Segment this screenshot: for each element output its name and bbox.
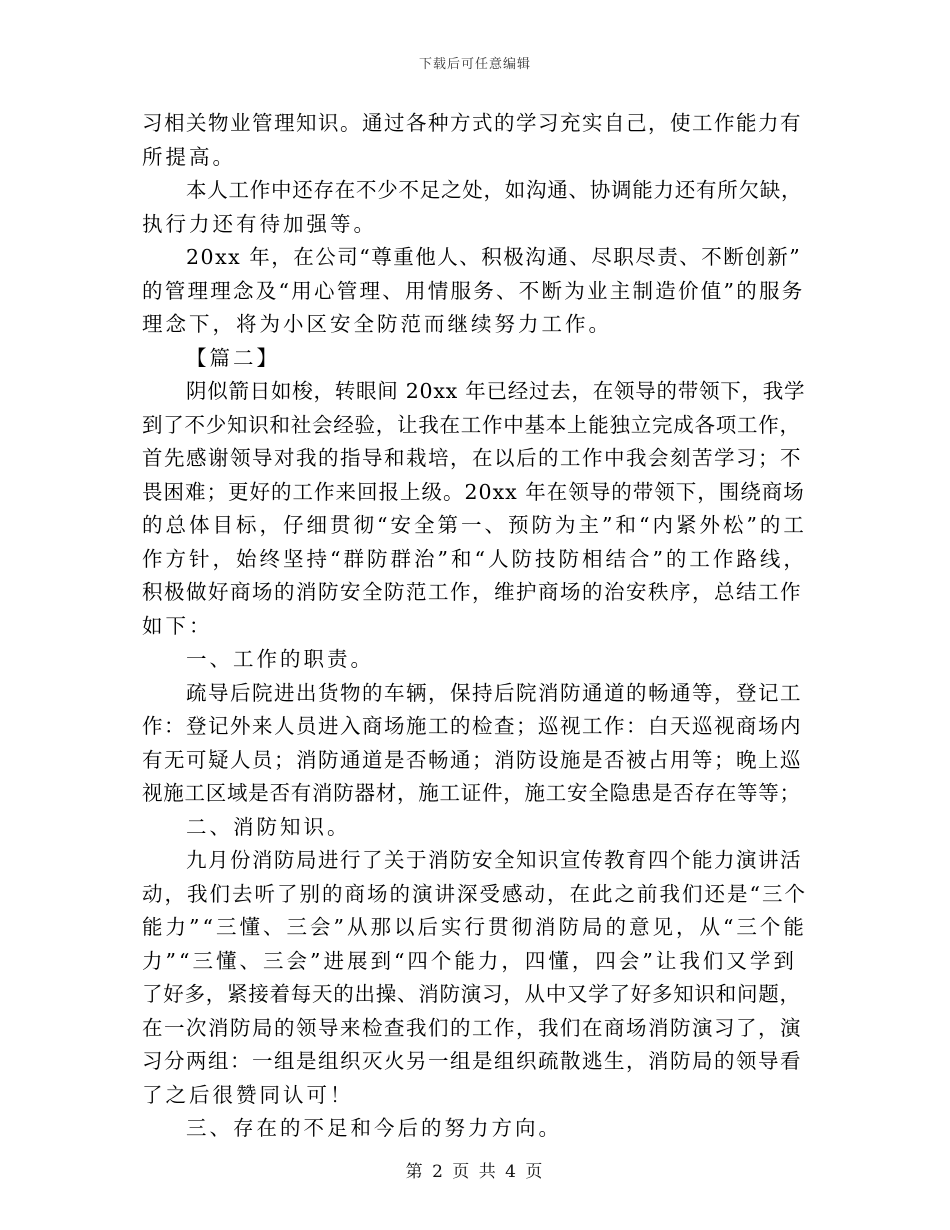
text-line: 20xx 年，在公司“尊重他人、积极沟通、尽职尽责、不断创新” xyxy=(186,245,802,269)
page-footer: 第 2 页 共 4 页 xyxy=(405,1162,545,1182)
text-line: 能力”“三懂、三会”从那以后实行贯彻消防局的意见，从“三个能 xyxy=(142,915,807,939)
text-line: 到了不少知识和社会经验，让我在工作中基本上能独立完成各项工作， xyxy=(142,412,801,437)
text-line: 作：登记外来人员进入商场施工的检查；巡视工作：白天巡视商场内 xyxy=(142,714,802,738)
text-line: 理念下，将为小区安全防范而继续努力工作。 xyxy=(142,312,612,336)
text-line: 的总体目标，仔细贯彻“安全第一、预防为主”和“内紧外松”的工 xyxy=(142,513,807,537)
text-line: 习分两组：一组是组织灭火另一组是组织疏散逃生，消防局的领导看 xyxy=(142,1049,802,1073)
text-line: 疏导后院进出货物的车辆，保持后院消防通道的畅通等，登记工 xyxy=(186,680,802,705)
text-line: 二、消防知识。 xyxy=(186,814,351,839)
text-line: 如下： xyxy=(142,613,213,638)
text-line: 作方针，始终坚持“群防群治”和“人防技防相结合”的工作路线， xyxy=(142,546,807,571)
text-line: 执行力还有待加强等。 xyxy=(142,211,377,236)
text-line: 力”“三懂、三会”进展到“四个能力，四懂，四会”让我们又学到 xyxy=(142,948,797,973)
document-body xyxy=(142,107,807,1146)
page-header: 下载后可任意编辑 xyxy=(418,57,531,72)
text-line: 三、存在的不足和今后的努力方向。 xyxy=(186,1116,562,1140)
text-line: 了好多，紧接着每天的出操、消防演习，从中又学了好多知识和问题， xyxy=(142,982,801,1006)
text-line: 习相关物业管理知识。通过各种方式的学习充实自己，使工作能力有 xyxy=(142,111,802,135)
text-line: 积极做好商场的消防安全防范工作，维护商场的治安秩序，总结工作 xyxy=(142,580,802,604)
text-line: 了之后很赞同认可！ xyxy=(142,1082,354,1107)
text-line: 阴似箭日如梭，转眼间 20xx 年已经过去，在领导的带领下，我学 xyxy=(186,379,806,403)
text-line: 在一次消防局的领导来检查我们的工作，我们在商场消防演习了，演 xyxy=(142,1015,802,1040)
text-line: 畏困难；更好的工作来回报上级。20xx 年在领导的带领下，围绕商场 xyxy=(142,479,805,504)
text-line: 九月份消防局进行了关于消防安全知识宣传教育四个能力演讲活 xyxy=(186,848,802,872)
text-line: 首先感谢领导对我的指导和栽培，在以后的工作中我会刻苦学习；不 xyxy=(142,446,802,470)
text-line: 本人工作中还存在不少不足之处，如沟通、协调能力还有所欠缺， xyxy=(186,178,803,202)
text-line: 视施工区域是否有消防器材，施工证件，施工安全隐患是否存在等等； xyxy=(142,781,801,805)
text-line: 的管理理念及“用心管理、用情服务、不断为业主制造价值”的服务 xyxy=(142,278,805,303)
text-line: 所提高。 xyxy=(142,144,236,169)
text-line: 【篇二】 xyxy=(186,345,280,370)
text-line: 动，我们去听了别的商场的演讲深受感动，在此之前我们还是“三个 xyxy=(142,881,807,906)
text-line: 有无可疑人员；消防通道是否畅通；消防设施是否被占用等；晚上巡 xyxy=(142,747,802,772)
text-line: 一、工作的职责。 xyxy=(186,647,374,671)
